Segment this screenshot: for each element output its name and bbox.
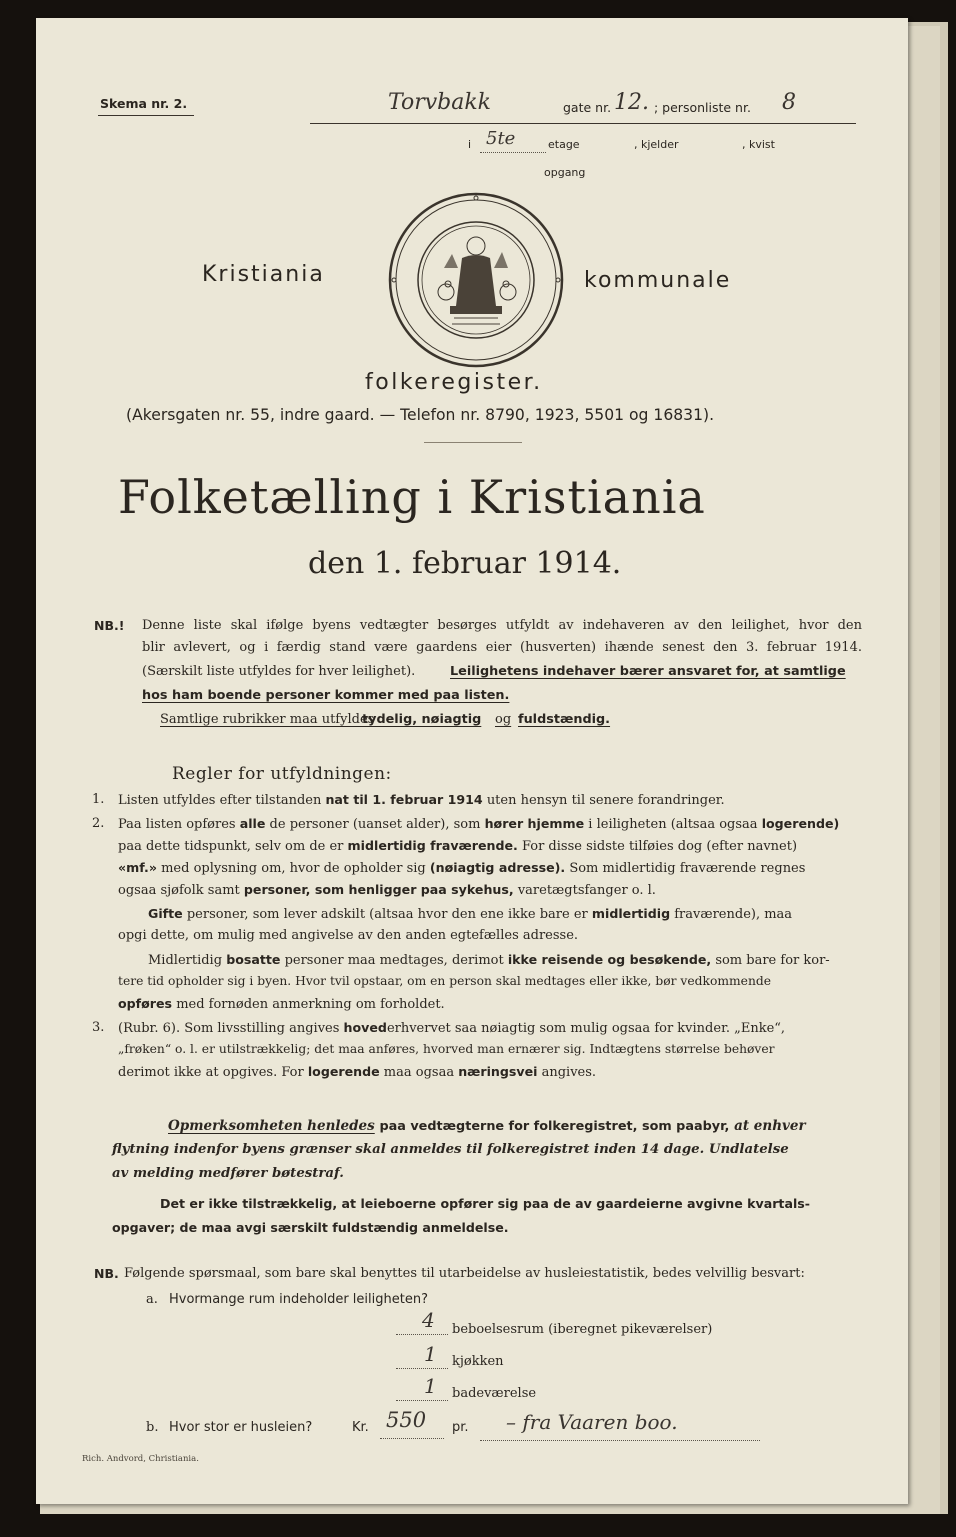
bathroom-value-handwritten: 1 [424,1374,437,1398]
rule-1c: uten hensyn til senere forandringer. [486,793,725,808]
gate-number-handwritten: 12. [614,90,649,115]
r2-l2b: midlertidig fraværende. [347,838,518,853]
kr-label: Kr. [352,1420,369,1435]
r2-l5d: fraværende), maa [674,907,793,922]
etage-dotted-line [480,152,546,153]
opgang-label: opgang [544,166,586,179]
notice-line-3: av melding medfører bøtestraf. [112,1166,344,1181]
page-subtitle: den 1. februar 1914. [308,546,622,581]
i-label: i [468,138,472,151]
notice-line-2: flytning indenfor byens grænser skal anmeldes til folkeregistret inden 14 dage. Undlatelse [112,1142,789,1157]
notice-line-4: Det er ikke tilstrækkelig, at leieboerne opfører sig paa de av gaardeierne avgivne kvartals- [160,1196,810,1211]
rule-2-line-4 [118,882,656,898]
question-a-label: a. [146,1292,158,1307]
seal-emblem-icon [384,188,568,372]
question-a: Hvormange rum indeholder leiligheten? [169,1292,428,1307]
notice-l1a: Opmerksomheten henledes [168,1118,375,1134]
rent-value-handwritten: 550 [386,1408,427,1432]
nb2-label: NB. [94,1266,119,1281]
rule-3-line-3 [118,1064,596,1080]
r3-l3c: maa ogsaa [383,1065,455,1080]
rule-2-line-6: opgi dette, om mulig med angivelse av den anden egtefælles adresse. [118,928,579,943]
r2-l1c: de personer (uanset alder), som [269,817,481,832]
r2-l2a: paa dette tidspunkt, selv om de er [118,839,344,854]
nb-line-5d: fuldstændig. [518,712,611,727]
rule-3-line-1 [118,1020,785,1036]
rule-2-number: 2. [92,816,105,831]
personliste-number-handwritten: 8 [782,90,796,115]
r3-l1c: erhvervet saa nøiagtig som mulig ogsaa for kvinder. „Enke“, [386,1021,786,1036]
nb-line-1: Denne liste skal ifølge byens vedtægter besørges utfyldt av indehaveren av den leilighet, hvor den [142,618,862,633]
nb2-text: Følgende spørsmaal, som bare skal benyttes til utarbeidelse av husleiestatistik, bedes velvillig besvart: [124,1266,805,1281]
nb-line-5b: tydelig, nøiagtig [362,712,482,727]
r3-l1a: (Rubr. 6). Som livsstilling angives [118,1021,340,1036]
rent-dotted-line [380,1438,444,1439]
question-b: Hvor stor er husleien? [169,1420,313,1435]
nb-line-2: blir avlevert, og i færdig stand være gaardens eier (husverten) ihænde senest den 3. februar 1914. [142,640,862,655]
rule-1a: Listen utfyldes efter tilstanden [118,793,322,808]
nb-line-3a: (Særskilt liste utfyldes for hver leilighet). [142,664,416,679]
rule-1-text [118,792,725,808]
r2-l2c: For disse sidste tilføies dog (efter navnet) [521,839,798,854]
rules-heading: Regler for utfyldningen: [172,764,392,784]
header-kommunale: kommunale [584,268,732,293]
r2-l1f: logerende) [761,816,840,831]
r2-l3d: Som midlertidig fraværende regnes [569,861,806,876]
nb-line-4: hos ham boende personer kommer med paa listen. [142,688,510,703]
notice-l1b: paa vedtægterne for folkeregistret, som paabyr, [379,1119,730,1134]
rule-1-number: 1. [92,792,105,807]
rule-2-line-8: tere tid opholder sig i byen. Hvor tvil opstaar, om en person skal medtages eller ikke, bør vedkommende [118,974,772,988]
r2-l7a: Midlertidig [148,953,223,968]
schema-underline [98,115,194,116]
rule-2-line-9 [118,996,445,1012]
address-line [310,123,856,124]
kvist-label: , kvist [742,138,775,151]
header-folkeregister: folkeregister. [365,370,543,395]
census-form-page [36,18,908,1504]
nb-line-3b: Leilighetens indehaver bærer ansvaret for, at samtlige [450,664,846,679]
notice-l1c: at enhver [734,1118,806,1134]
r2-l4b: personer, som henligger paa sykehus, [243,882,514,897]
header-kristiania: Kristiania [202,262,325,287]
r2-l9a: opføres [118,996,173,1011]
header-address: (Akersgaten nr. 55, indre gaard. — Telefon nr. 8790, 1923, 5501 og 16831). [126,406,715,424]
r3-l3b: logerende [307,1064,380,1079]
rooms-dotted-line [396,1334,448,1335]
printer-imprint: Rich. Andvord, Christiania. [82,1454,199,1464]
r2-l4c: varetægtsfanger o. l. [517,883,656,898]
r2-l4a: ogsaa sjøfolk samt [118,883,240,898]
kitchen-value-handwritten: 1 [424,1342,437,1366]
rule-1b: nat til 1. februar 1914 [325,792,483,807]
notice-line-1 [168,1118,806,1134]
etage-label: etage [548,138,580,151]
r2-l9b: med fornøden anmerkning om forholdet. [176,997,445,1012]
r2-l7c: personer maa medtages, derimot [284,953,504,968]
kristiania-seal [384,188,568,372]
r3-l3d: næringsvei [458,1064,538,1079]
rule-3-number: 3. [92,1020,105,1035]
nb-label: NB.! [94,618,125,633]
bathroom-dotted-line [396,1400,448,1401]
rule-3-line-2: „frøken“ o. l. er utilstrækkelig; det maa anføres, hvorved man ernærer sig. Indtægtens størrelse behøver [118,1042,775,1056]
r2-l1d: hører hjemme [484,816,585,831]
r2-l1a: Paa listen opføres [118,817,236,832]
page-title: Folketælling i Kristiania [118,470,706,524]
rule-2-line-7 [148,952,830,968]
r2-l7e: som bare for kor- [715,953,830,968]
rooms-label: beboelsesrum (iberegnet pikeværelser) [452,1322,713,1337]
notice-line-5: opgaver; de maa avgi særskilt fuldstændig anmeldelse. [112,1220,509,1235]
r2-l3c: (nøiagtig adresse). [429,860,566,875]
pr-dotted-line [480,1440,760,1441]
street-handwritten: Torvbakk [388,90,492,115]
r2-l1e: i leiligheten (altsaa ogsaa [588,817,758,832]
kjelder-label: , kjelder [634,138,679,151]
r2-l5a: Gifte [148,906,183,921]
nb-line-5c: og [495,712,512,727]
r3-l3a: derimot ikke at opgives. For [118,1065,304,1080]
r2-l1b: alle [239,816,266,831]
rooms-value-handwritten: 4 [422,1308,435,1332]
pr-label: pr. [452,1420,469,1435]
nb-line-5a: Samtlige rubrikker maa utfyldes [160,712,375,727]
bathroom-label: badeværelse [452,1386,537,1401]
header-divider [424,442,522,443]
etage-handwritten: 5te [486,128,516,149]
r2-l3b: med oplysning om, hvor de opholder sig [161,861,426,876]
schema-number: Skema nr. 2. [100,96,188,111]
kitchen-dotted-line [396,1368,448,1369]
r2-l5b: personer, som lever adskilt (altsaa hvor den ene ikke bare er [186,907,588,922]
rule-2-line-2 [118,838,797,854]
r2-l5c: midlertidig [591,906,671,921]
r3-l1b: hoved [343,1020,387,1035]
rule-2-line-3 [118,860,805,876]
r2-l7d: ikke reisende og besøkende, [507,952,712,967]
r2-l3a: «mf.» [118,860,157,875]
r2-l7b: bosatte [226,952,281,967]
question-b-label: b. [146,1420,159,1435]
kitchen-label: kjøkken [452,1354,504,1369]
pr-handwritten: – fra Vaaren boo. [506,1410,678,1434]
rule-2-line-1 [118,816,839,832]
rule-2-line-5 [148,906,792,922]
gate-label: gate nr. [563,100,612,115]
r3-l3e: angives. [541,1065,597,1080]
personliste-label: ; personliste nr. [654,100,751,115]
